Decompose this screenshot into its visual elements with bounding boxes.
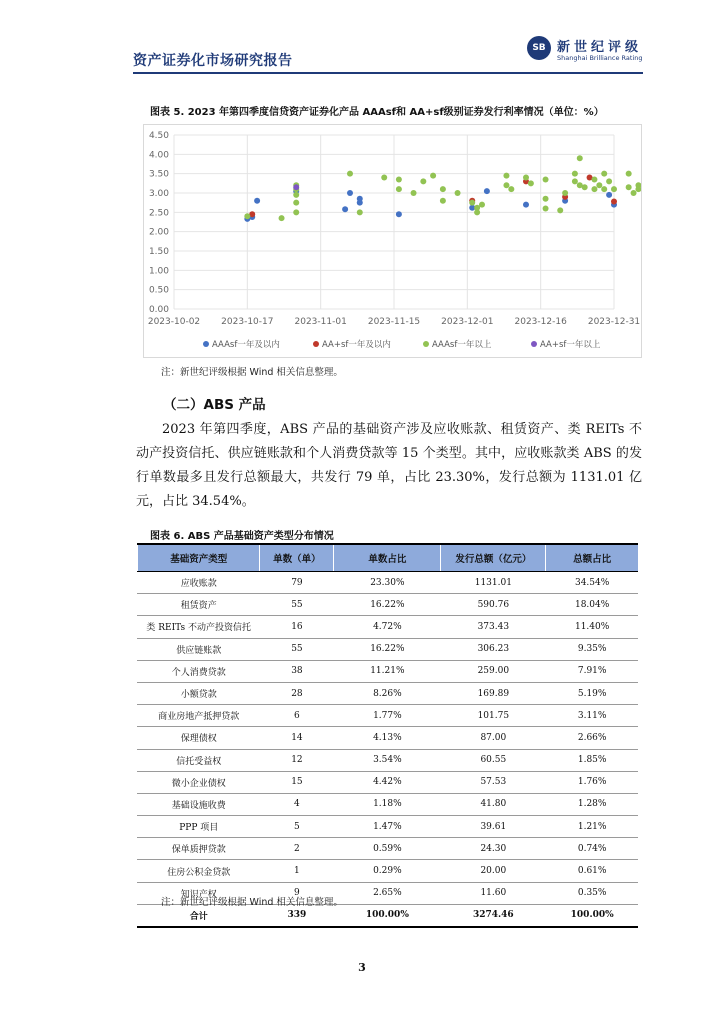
data-point <box>601 171 607 177</box>
cell-total-amount: 590.76 <box>441 594 546 616</box>
x-tick-label: 2023-12-31 <box>587 317 641 327</box>
data-point <box>420 178 426 184</box>
cell-amount-share: 11.40% <box>546 616 638 638</box>
data-point <box>396 186 402 192</box>
cell-total-amount: 41.80 <box>441 793 546 815</box>
table-row <box>138 771 639 793</box>
x-tick-label: 2023-12-16 <box>514 317 567 327</box>
cell-count-share: 4.13% <box>334 727 441 749</box>
legend-label: AA+sf一年及以内 <box>322 340 391 350</box>
cell-asset-type: 小额贷款 <box>138 682 260 704</box>
data-point <box>591 186 597 192</box>
data-point <box>347 190 353 196</box>
cell-total-amount: 20.00 <box>441 860 546 882</box>
data-point <box>626 171 632 177</box>
data-point <box>254 198 260 204</box>
data-point <box>469 200 475 206</box>
data-point <box>347 171 353 177</box>
cell-asset-type: 租赁资产 <box>138 594 260 616</box>
cell-count: 15 <box>260 771 334 793</box>
data-point <box>244 213 250 219</box>
data-point <box>503 182 509 188</box>
header-total-amount: 发行总额（亿元） <box>441 544 546 572</box>
company-logo <box>527 36 647 66</box>
data-point <box>293 192 299 198</box>
y-tick-label: 2.00 <box>148 227 169 238</box>
y-tick-label: 1.00 <box>148 266 169 277</box>
data-point <box>342 206 348 212</box>
logo-chinese-name: 新世纪评级 <box>557 40 643 55</box>
table-row <box>138 860 639 882</box>
cell-count-share: 16.22% <box>334 594 441 616</box>
cell-asset-type: 合计 <box>138 904 260 927</box>
data-point <box>293 184 299 190</box>
cell-total-amount: 1131.01 <box>441 572 546 594</box>
data-point <box>557 207 563 213</box>
header-asset-type: 基础资产类型 <box>138 544 260 572</box>
data-point <box>430 173 436 179</box>
cell-total-amount: 11.60 <box>441 882 546 904</box>
cell-count: 1 <box>260 860 334 882</box>
data-point <box>381 175 387 181</box>
cell-amount-share: 1.28% <box>546 793 638 815</box>
y-tick-label: 4.50 <box>148 131 169 141</box>
data-point <box>523 202 529 208</box>
abs-asset-type-table <box>137 543 638 928</box>
table-row <box>138 749 639 771</box>
data-point <box>357 200 363 206</box>
cell-total-amount: 101.75 <box>441 705 546 727</box>
cell-asset-type: 信托受益权 <box>138 749 260 771</box>
table-row <box>138 572 639 594</box>
cell-count-share: 4.72% <box>334 616 441 638</box>
cell-count-share: 1.18% <box>334 793 441 815</box>
cell-total-amount: 169.89 <box>441 682 546 704</box>
cell-asset-type: 类 REITs 不动产投资信托 <box>138 616 260 638</box>
cell-count-share: 1.47% <box>334 816 441 838</box>
page-number: 3 <box>358 961 366 974</box>
x-tick-label: 2023-11-15 <box>367 317 421 327</box>
table-row <box>138 616 639 638</box>
data-point <box>626 184 632 190</box>
cell-count-share: 2.65% <box>334 882 441 904</box>
data-point <box>503 173 509 179</box>
cell-count: 5 <box>260 816 334 838</box>
logo-emblem-icon: SB <box>527 36 551 60</box>
cell-count: 38 <box>260 660 334 682</box>
cell-count: 14 <box>260 727 334 749</box>
data-point <box>611 199 617 205</box>
x-tick-label: 2023-10-17 <box>221 317 274 327</box>
table-row <box>138 727 639 749</box>
section-paragraph: 2023 年第四季度，ABS 产品的基础资产涉及应收账款、租赁资产、类 REITs 不动产投资信托、供应链账款和个人消费贷款等 15 个类型。其中，应收账款类 ABS 的发行单数最多且发行总额最大，共发行 79 单，占比 23.30%，发行总额为 1131.01 亿元，占比 34.54%。 <box>136 422 642 509</box>
data-point <box>293 200 299 206</box>
y-tick-label: 3.00 <box>148 189 169 199</box>
cell-total-amount: 39.61 <box>441 816 546 838</box>
data-point <box>508 186 514 192</box>
data-point <box>479 202 485 208</box>
cell-total-amount: 87.00 <box>441 727 546 749</box>
data-point <box>577 155 583 161</box>
cell-asset-type: 个人消费贷款 <box>138 660 260 682</box>
data-point <box>591 176 597 182</box>
cell-count-share: 11.21% <box>334 660 441 682</box>
cell-count: 79 <box>260 572 334 594</box>
cell-total-amount: 259.00 <box>441 660 546 682</box>
table-row <box>138 838 639 860</box>
cell-count: 339 <box>260 904 334 927</box>
legend-marker <box>423 341 429 347</box>
logo-english-name: Shanghai Brilliance Rating <box>557 54 643 62</box>
cell-count-share: 16.22% <box>334 638 441 660</box>
cell-amount-share: 0.61% <box>546 860 638 882</box>
data-point <box>411 190 417 196</box>
data-point <box>572 171 578 177</box>
data-point <box>543 205 549 211</box>
table-row <box>138 638 639 660</box>
rate-scatter-chart <box>143 124 642 358</box>
x-tick-label: 2023-10-02 <box>147 317 201 327</box>
header-count: 单数（单） <box>260 544 334 572</box>
cell-count: 16 <box>260 616 334 638</box>
data-point <box>562 190 568 196</box>
y-tick-label: 0.00 <box>148 305 169 315</box>
cell-total-amount: 3274.46 <box>441 904 546 927</box>
data-point <box>293 209 299 215</box>
legend-label: AA+sf一年以上 <box>540 340 601 350</box>
cell-count-share: 0.59% <box>334 838 441 860</box>
legend-marker <box>313 341 319 347</box>
cell-asset-type: 应收账款 <box>138 572 260 594</box>
cell-count-share: 23.30% <box>334 572 441 594</box>
cell-amount-share: 1.85% <box>546 749 638 771</box>
cell-asset-type: 微小企业债权 <box>138 771 260 793</box>
figure-5-source-note: 注：新世纪评级根据 Wind 相关信息整理。 <box>161 367 343 378</box>
data-point <box>396 176 402 182</box>
y-tick-label: 3.50 <box>148 169 169 180</box>
cell-total-amount: 373.43 <box>441 616 546 638</box>
cell-count: 4 <box>260 793 334 815</box>
table-row <box>138 705 639 727</box>
y-tick-label: 1.50 <box>148 247 169 257</box>
figure-5-title: 图表 5. 2023 年第四季度信贷资产证券化产品 AAAsf和 AA+sf级别证券发行利率情况（单位：%） <box>150 107 604 118</box>
data-point <box>606 192 612 198</box>
y-tick-label: 0.50 <box>148 285 169 296</box>
y-tick-label: 4.00 <box>148 150 169 161</box>
cell-count-share: 100.00% <box>334 904 441 927</box>
header-amount-share: 总额占比 <box>546 544 638 572</box>
cell-asset-type: 基础设施收费 <box>138 793 260 815</box>
cell-amount-share: 7.91% <box>546 660 638 682</box>
header-divider <box>133 72 643 74</box>
header-count-share: 单数占比 <box>334 544 441 572</box>
cell-asset-type: 商业房地产抵押贷款 <box>138 705 260 727</box>
cell-amount-share: 3.11% <box>546 705 638 727</box>
data-point <box>631 190 637 196</box>
data-point <box>474 209 480 215</box>
data-point <box>484 188 490 194</box>
cell-total-amount: 306.23 <box>441 638 546 660</box>
legend-label: AAAsf一年以上 <box>432 340 492 350</box>
cell-asset-type: 供应链账款 <box>138 638 260 660</box>
cell-total-amount: 24.30 <box>441 838 546 860</box>
data-point <box>596 182 602 188</box>
table-header-row <box>138 544 639 572</box>
chart-canvas <box>144 125 641 357</box>
cell-count-share: 1.77% <box>334 705 441 727</box>
data-point <box>601 186 607 192</box>
data-point <box>528 180 534 186</box>
cell-count: 6 <box>260 705 334 727</box>
cell-asset-type: 保理债权 <box>138 727 260 749</box>
table-row <box>138 660 639 682</box>
cell-amount-share: 9.35% <box>546 638 638 660</box>
cell-count-share: 4.42% <box>334 771 441 793</box>
x-tick-label: 2023-11-01 <box>294 317 347 327</box>
data-point <box>279 215 285 221</box>
data-point <box>396 211 402 217</box>
cell-asset-type: PPP 项目 <box>138 816 260 838</box>
cell-count-share: 0.29% <box>334 860 441 882</box>
section-heading: （二）ABS 产品 <box>163 397 266 413</box>
legend-marker <box>203 341 209 347</box>
cell-asset-type: 知识产权 <box>138 882 260 904</box>
data-point <box>582 184 588 190</box>
data-point <box>440 186 446 192</box>
data-point <box>357 209 363 215</box>
legend-label: AAAsf一年及以内 <box>212 340 280 350</box>
legend-marker <box>531 341 537 347</box>
cell-asset-type: 保单质押贷款 <box>138 838 260 860</box>
cell-total-amount: 60.55 <box>441 749 546 771</box>
cell-amount-share: 1.76% <box>546 771 638 793</box>
cell-count: 55 <box>260 594 334 616</box>
cell-count: 55 <box>260 638 334 660</box>
cell-amount-share: 5.19% <box>546 682 638 704</box>
table-6-title: 图表 6. ABS 产品基础资产类型分布情况 <box>150 531 334 542</box>
table-6-source-note: 注：新世纪评级根据 Wind 相关信息整理。 <box>161 897 343 908</box>
cell-amount-share: 0.35% <box>546 882 638 904</box>
cell-amount-share: 0.74% <box>546 838 638 860</box>
cell-amount-share: 34.54% <box>546 572 638 594</box>
cell-amount-share: 100.00% <box>546 904 638 927</box>
table-row <box>138 793 639 815</box>
data-point <box>543 196 549 202</box>
cell-count: 9 <box>260 882 334 904</box>
x-tick-label: 2023-12-01 <box>441 317 494 327</box>
cell-amount-share: 18.04% <box>546 594 638 616</box>
data-point <box>611 186 617 192</box>
report-title: 资产证券化市场研究报告 <box>133 53 293 69</box>
y-tick-label: 2.50 <box>148 208 169 219</box>
table-row <box>138 816 639 838</box>
cell-count-share: 8.26% <box>334 682 441 704</box>
data-point <box>606 178 612 184</box>
data-point <box>572 178 578 184</box>
cell-count: 2 <box>260 838 334 860</box>
cell-asset-type: 住房公积金贷款 <box>138 860 260 882</box>
cell-count: 28 <box>260 682 334 704</box>
data-point <box>455 190 461 196</box>
cell-total-amount: 57.53 <box>441 771 546 793</box>
table-row <box>138 682 639 704</box>
cell-amount-share: 2.66% <box>546 727 638 749</box>
table-row <box>138 594 639 616</box>
cell-count-share: 3.54% <box>334 749 441 771</box>
cell-amount-share: 1.21% <box>546 816 638 838</box>
data-point <box>543 176 549 182</box>
data-point <box>523 175 529 181</box>
cell-count: 12 <box>260 749 334 771</box>
data-point <box>440 198 446 204</box>
